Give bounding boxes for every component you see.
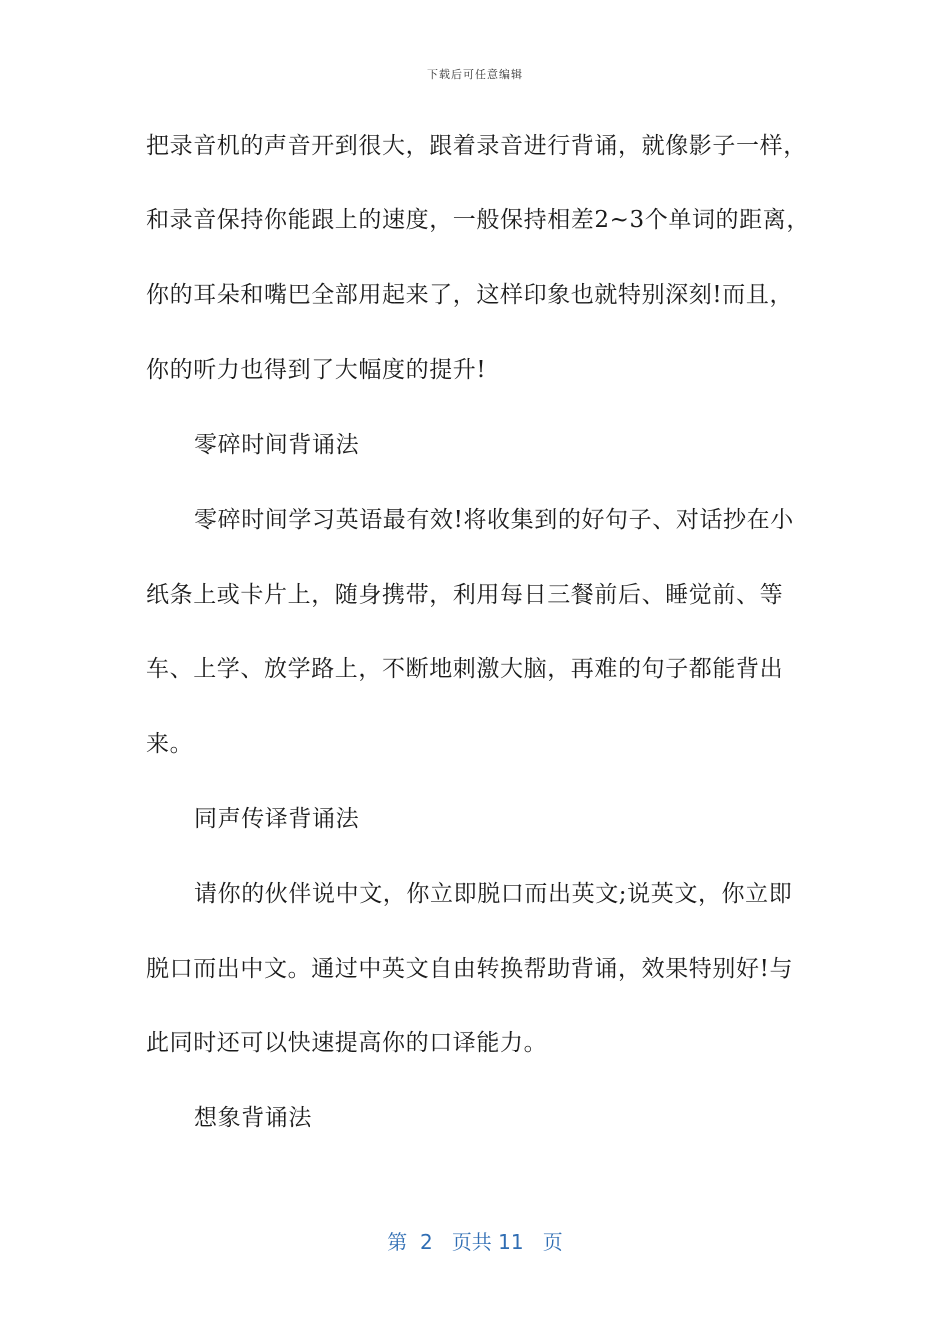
paragraph-1-line-1: 把录音机的声音开到很大，跟着录音进行背诵，就像影子一样， (146, 133, 807, 159)
footer-total-pages: 11 (498, 1230, 524, 1254)
paragraph-2-line-3: 车、上学、放学路上，不断地刺激大脑，再难的句子都能背出 (146, 656, 784, 682)
footer-middle: 页共 (451, 1230, 492, 1254)
paragraph-2-line-4: 来。 (146, 731, 194, 757)
paragraph-2-line-1: 零碎时间学习英语最有效!将收集到的好句子、对话抄在小 (194, 507, 794, 533)
paragraph-2-line-2: 纸条上或卡片上，随身携带，利用每日三餐前后、睡觉前、等 (146, 582, 784, 608)
section-heading-fragment-time: 零碎时间背诵法 (194, 432, 360, 458)
paragraph-3-line-3: 此同时还可以快速提高你的口译能力。 (146, 1030, 548, 1056)
footer-current-page: 2 (420, 1230, 433, 1254)
paragraph-1-line-2: 和录音保持你能跟上的速度，一般保持相差2~3个单词的距离， (146, 207, 810, 233)
page-number-footer (0, 1226, 950, 1255)
section-heading-imagination: 想象背诵法 (194, 1105, 312, 1131)
paragraph-3-line-2: 脱口而出中文。通过中英文自由转换帮助背诵，效果特别好!与 (146, 956, 794, 982)
paragraph-1-line-3: 你的耳朵和嘴巴全部用起来了，这样印象也就特别深刻!而且， (146, 282, 794, 308)
download-note: 下载后可任意编辑 (427, 68, 523, 81)
section-heading-interpretation: 同声传译背诵法 (194, 806, 360, 832)
paragraph-1-line-4: 你的听力也得到了大幅度的提升! (146, 357, 487, 383)
paragraph-3-line-1: 请你的伙伴说中文，你立即脱口而出英文;说英文，你立即 (194, 881, 793, 907)
footer-suffix: 页 (542, 1230, 563, 1254)
footer-prefix: 第 (387, 1230, 408, 1254)
